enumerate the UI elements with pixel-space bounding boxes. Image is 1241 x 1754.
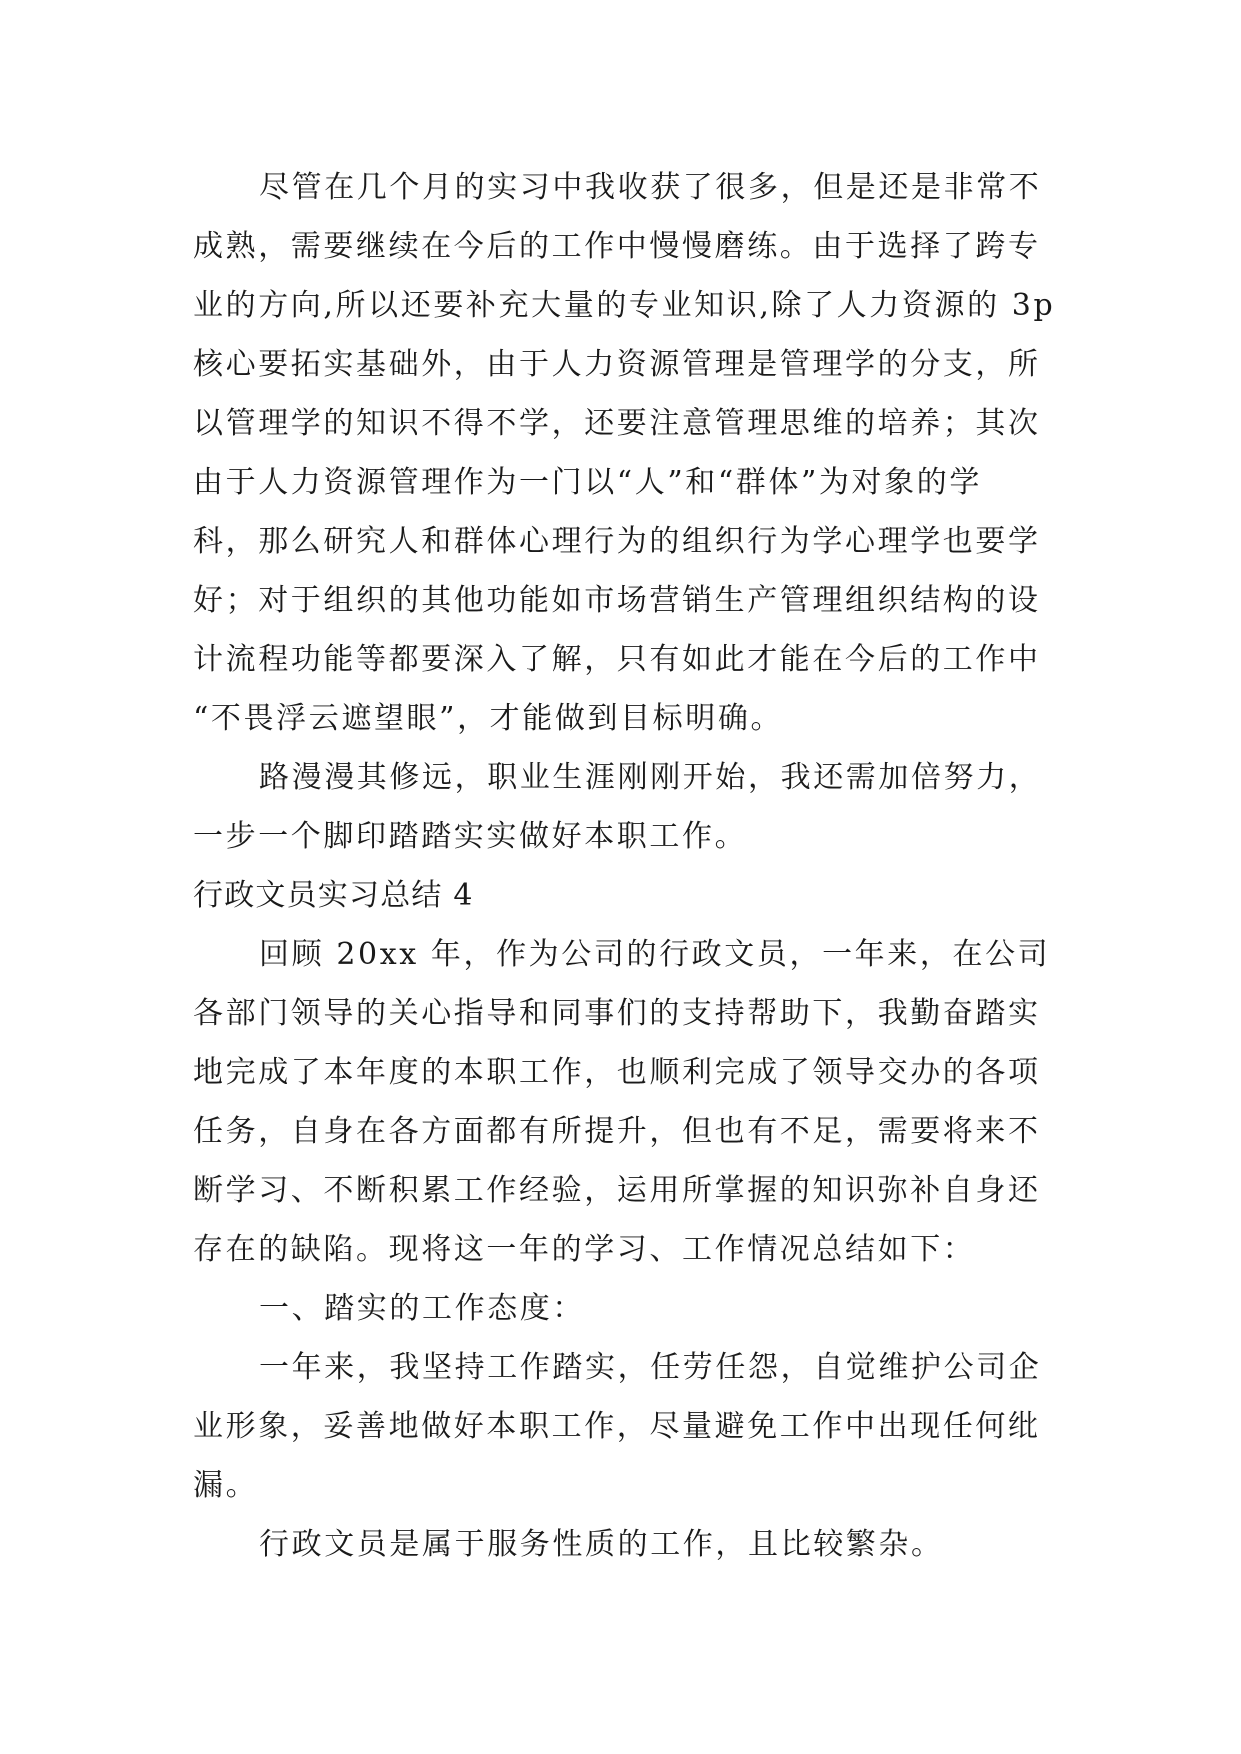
text-line: 业的方向,所以还要补充大量的专业知识,除了人力资源的 3p xyxy=(193,288,1056,323)
document-body xyxy=(193,158,1065,1574)
text-line: 回顾 20xx 年，作为公司的行政文员，一年来，在公司 xyxy=(259,937,1051,972)
text-line: 尽管在几个月的实习中我收获了很多，但是还是非常不 xyxy=(259,170,1042,205)
text-line: 由于人力资源管理作为一门以“人”和“群体”为对象的学 xyxy=(193,465,982,500)
text-line: 科，那么研究人和群体心理行为的组织行为学心理学也要学 xyxy=(193,524,1041,559)
text-line: 任务，自身在各方面都有所提升，但也有不足，需要将来不 xyxy=(193,1114,1041,1149)
text-line: 地完成了本年度的本职工作，也顺利完成了领导交办的各项 xyxy=(193,1055,1041,1090)
subheading-line: 一、踏实的工作态度： xyxy=(259,1291,585,1326)
text-line: 路漫漫其修远，职业生涯刚刚开始，我还需加倍努力， xyxy=(259,760,1042,795)
text-line: 行政文员是属于服务性质的工作，且比较繁杂。 xyxy=(259,1527,944,1562)
text-line: 以管理学的知识不得不学，还要注意管理思维的培养；其次 xyxy=(193,406,1041,441)
text-line: 存在的缺陷。现将这一年的学习、工作情况总结如下： xyxy=(193,1232,976,1267)
text-line: 业形象，妥善地做好本职工作，尽量避免工作中出现任何纰 xyxy=(193,1409,1041,1444)
section-heading: 行政文员实习总结 4 xyxy=(193,878,474,913)
text-line: 一年来，我坚持工作踏实，任劳任怨，自觉维护公司企 xyxy=(259,1350,1042,1385)
text-line: “不畏浮云遮望眼”，才能做到目标明确。 xyxy=(193,701,784,736)
text-line: 各部门领导的关心指导和同事们的支持帮助下，我勤奋踏实 xyxy=(193,996,1041,1031)
text-line: 好；对于组织的其他功能如市场营销生产管理组织结构的设 xyxy=(193,583,1041,618)
text-line: 计流程功能等都要深入了解，只有如此才能在今后的工作中 xyxy=(193,642,1041,677)
text-line: 成熟，需要继续在今后的工作中慢慢磨练。由于选择了跨专 xyxy=(193,229,1041,264)
text-line: 漏。 xyxy=(193,1468,259,1503)
text-line: 断学习、不断积累工作经验，运用所掌握的知识弥补自身还 xyxy=(193,1173,1041,1208)
text-line: 核心要拓实基础外，由于人力资源管理是管理学的分支，所 xyxy=(193,347,1041,382)
text-line: 一步一个脚印踏踏实实做好本职工作。 xyxy=(193,819,748,854)
